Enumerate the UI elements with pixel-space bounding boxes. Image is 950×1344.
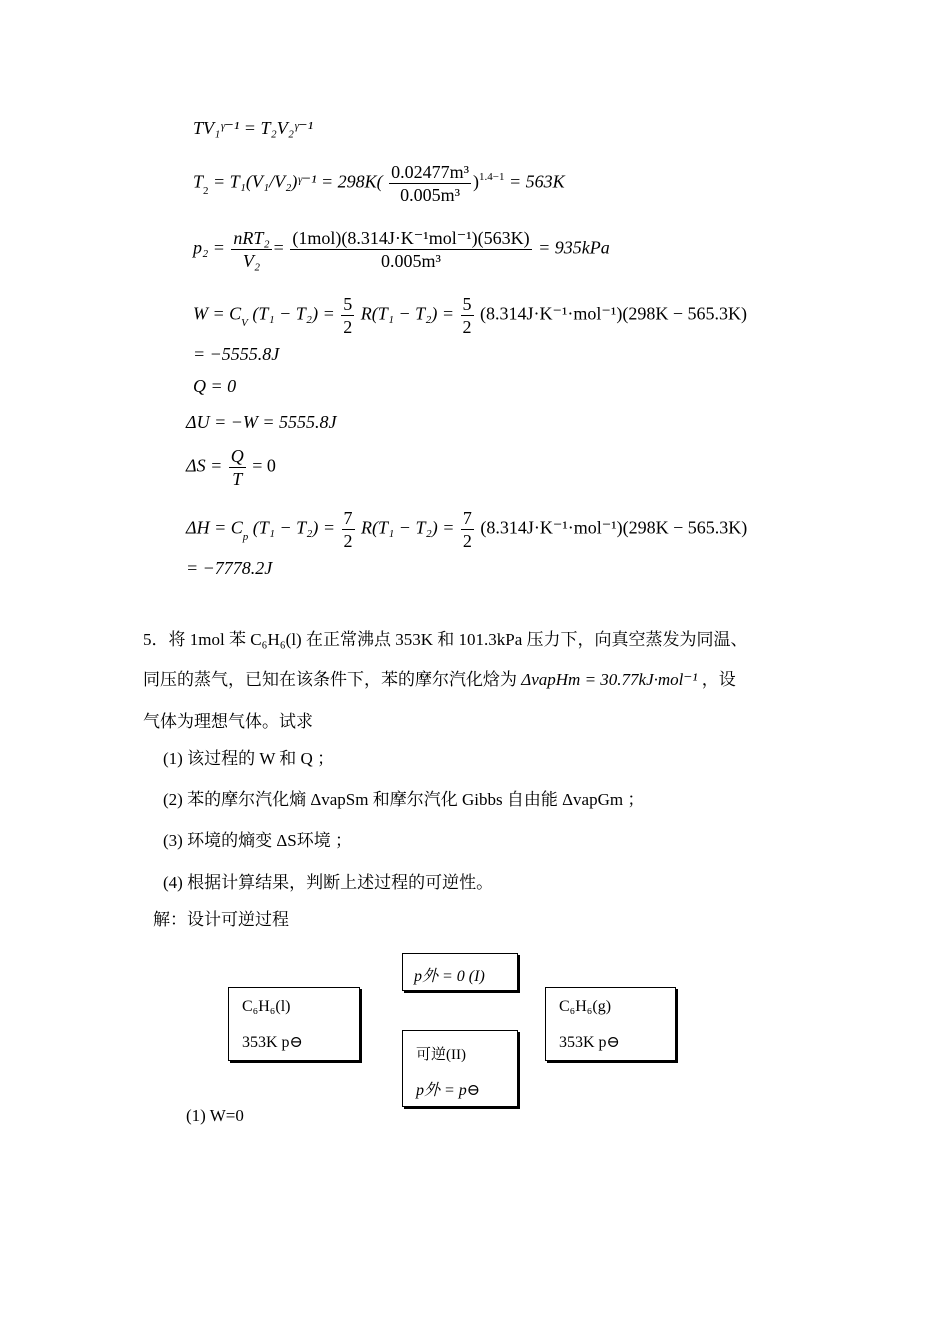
w-mid2: R(T₁ − T₂) = [360, 303, 455, 324]
t2-den: 0.005m³ [400, 185, 461, 205]
ds-equation [186, 446, 276, 489]
dh-mid2: R(T₁ − T₂) = [361, 517, 455, 538]
dh-lhs: ΔH = C [186, 517, 243, 538]
w-frac2-num: 5 [462, 294, 472, 314]
w-frac-num: 5 [343, 294, 353, 314]
path-1-box [402, 953, 518, 991]
final-state-box [545, 987, 676, 1061]
p2-equation: p₂ = $\frac{\text{nRT₂}}{\text{V₂}}$ = $\frac{\text{(1mol)(8.314J·K⁻¹mol⁻¹)(563K)}}{\text{0.005m³}}$ = 935kPa [193, 228, 610, 271]
w-frac-den: 2 [343, 317, 353, 337]
path-2-box [402, 1030, 518, 1107]
p2-frac1-den: V₂ [242, 251, 261, 271]
initial-state-conditions: 353K p⊖ [242, 1034, 303, 1051]
t2-lhs: T [193, 171, 204, 192]
p2-fraction-2 [290, 228, 531, 271]
dh-frac-num: 7 [343, 508, 353, 528]
t2-num: 0.02477m³ [391, 162, 470, 182]
problem-line-2-post: ，设 [701, 670, 736, 689]
t2-exp: 1.4−1 [479, 170, 505, 183]
question-1: (1) 该过程的 W 和 Q ； [163, 749, 335, 768]
ds-num: Q [230, 446, 244, 466]
ds-rhs: = 0 [252, 455, 276, 476]
dh-tail: (8.314J·K⁻¹·mol⁻¹)(298K − 565.3K) [480, 517, 748, 538]
adiabatic-relation: TV₁ᵞ⁻¹ = T₂V₂ᵞ⁻¹ [193, 118, 314, 138]
problem-line-3: 气体为理想气体。试求 [143, 712, 313, 731]
answer-w: (1) W=0 [186, 1106, 244, 1125]
path-2-pressure: p外 = p⊖ [416, 1082, 481, 1099]
path-2-label: 可逆(II) [416, 1047, 466, 1063]
t2-result: = 563K [509, 171, 565, 192]
w-tail: (8.314J·K⁻¹·mol⁻¹)(298K − 565.3K) [480, 303, 747, 324]
du-equation: ΔU = −W = 5555.8J [186, 412, 337, 432]
t2-mid: = T₁(V₁/V₂)ᵞ⁻¹ = 298K( [213, 171, 383, 192]
solution-intro: 解：设计可逆过程 [153, 910, 289, 929]
initial-state-box [228, 987, 360, 1061]
p2-frac2-den: 0.005m³ [381, 251, 441, 271]
ds-fraction [229, 446, 246, 489]
problem-line-2 [143, 665, 736, 690]
p2-result: = 935kPa [538, 237, 610, 258]
dh-frac2-den: 2 [462, 531, 472, 551]
p2-frac1-num: nRT₂ [233, 228, 270, 248]
problem-line-2-pre: 同压的蒸气，已知在该条件下，苯的摩尔汽化焓为 [143, 670, 517, 689]
dh-frac2-num: 7 [462, 508, 472, 528]
question-3: (3) 环境的熵变 ΔS环境 ； [163, 831, 352, 850]
w-mid: (T₁ − T₂) = [252, 303, 335, 324]
q-equation: Q = 0 [193, 376, 237, 396]
question-4: (4) 根据计算结果，判断上述过程的可逆性。 [163, 873, 494, 892]
question-2: (2) 苯的摩尔汽化熵 ΔvapSm 和摩尔汽化 Gibbs 自由能 ΔvapGm ； [163, 790, 645, 809]
dh-result: = −7778.2J [186, 558, 273, 578]
dh-fraction [342, 508, 355, 551]
dh-fraction-2 [461, 508, 474, 551]
w-frac2-den: 2 [462, 317, 472, 337]
path-1-label: p外 = 0 (I) [414, 968, 485, 985]
t2-equation: $T_2$ = T₁(V₁/V₂)ᵞ⁻¹ = 298K( $\frac{\text{0.02477m³}}{\text{0.005m³}}$ )$^{1.4-1}$ = 563K [193, 162, 565, 205]
p2-fraction-1 [231, 228, 271, 271]
initial-state-formula: C₆H₆(l) [242, 998, 291, 1015]
t2-fraction [389, 162, 471, 205]
p2-lhs: p₂ = [193, 237, 225, 258]
w-fraction-2 [461, 294, 474, 337]
vap-enthalpy: ΔvapHm = 30.77kJ·mol⁻¹ [521, 670, 698, 689]
final-state-conditions: 353K p⊖ [559, 1034, 620, 1051]
dh-equation: $\Delta H = C_p$ (T₁ − T₂) = $\frac{7}{2}$ R(T₁ − T₂) = $\frac{7}{2}$ (8.314J·K⁻¹·mol⁻¹)(298K − 565.3K) [186, 508, 748, 551]
ds-lhs: ΔS = [186, 455, 223, 476]
w-lhs: W = C [193, 303, 242, 324]
p2-frac2-num: (1mol)(8.314J·K⁻¹mol⁻¹)(563K) [292, 228, 530, 248]
w-result: = −5555.8J [193, 344, 280, 364]
problem-line-1: 5．将 1mol 苯 C₆H₆(l) 在正常沸点 353K 和 101.3kPa 压力下，向真空蒸发为同温、 [143, 630, 748, 649]
dh-frac-den: 2 [343, 531, 353, 551]
w-equation: $W = C_V$ (T₁ − T₂) = $\frac{5}{2}$ R(T₁ − T₂) = $\frac{5}{2}$ (8.314J·K⁻¹·mol⁻¹)(298K − 565.3K) [193, 294, 747, 337]
w-fraction [341, 294, 354, 337]
dh-mid: (T₁ − T₂) = [252, 517, 336, 538]
ds-den: T [232, 469, 243, 489]
final-state-formula: C₆H₆(g) [559, 998, 612, 1015]
